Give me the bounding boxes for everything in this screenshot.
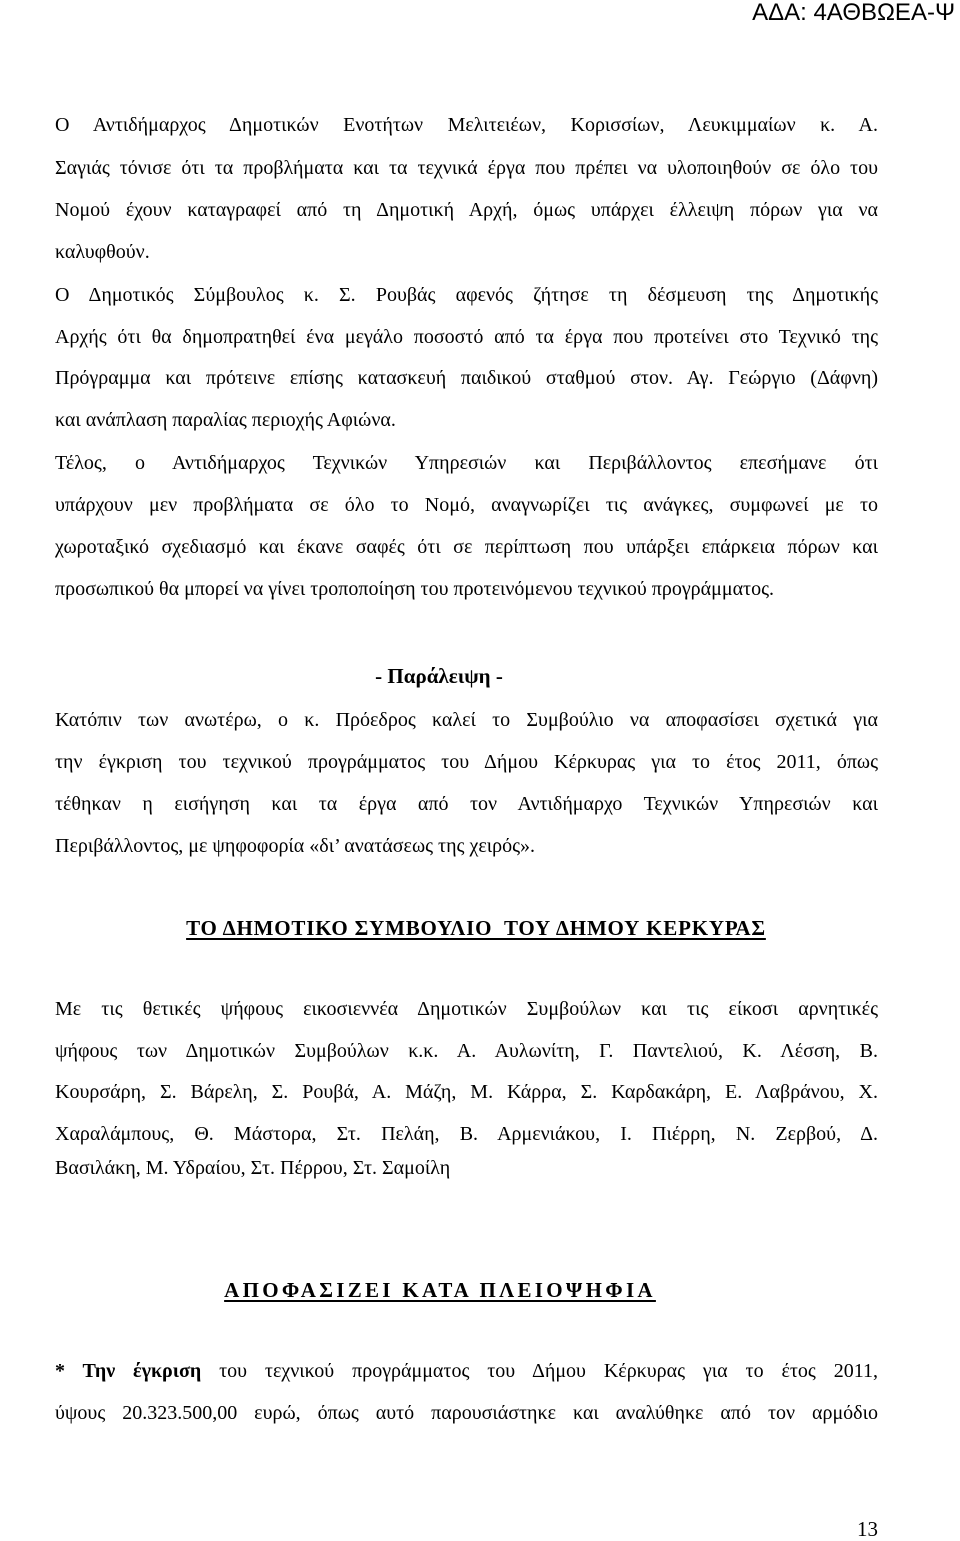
page-number: 13 [857,1517,878,1541]
text-line: Νομού έχουν καταγραφεί από τη Δημοτική Αρχή, όμως υπάρχει έλλειψη πόρων για να [55,199,878,221]
text-line: Κατόπιν των ανωτέρω, ο κ. Πρόεδρος καλεί το Συμβούλιο να αποφασίσει σχετικά για [55,709,878,731]
text-line: Περιβάλλοντος, με ψηφοφορία «δι’ ανατάσεως της χειρός». [55,835,536,857]
decision-heading: ΑΠΟΦΑΣΙΖΕΙ ΚΑΤΑ ΠΛΕΙΟΨΗΦΙΑ [224,1278,656,1302]
ada-code-header: ΑΔΑ: 4ΑΘΒΩΕΑ-Ψ [752,0,955,26]
text-line: καλυφθούν. [55,241,150,263]
text-line: τέθηκαν η εισήγηση και τα έργα από τον Αντιδήμαρχο Τεχνικών Υπηρεσιών και [55,793,878,815]
text-line: Ο Δημοτικός Σύμβουλος κ. Σ. Ρουβάς αφενός ζήτησε τη δέσμευση της Δημοτικής [55,284,878,306]
text-line: υπάρχουν μεν προβλήματα σε όλο το Νομό, αναγνωρίζει τις ανάγκες, συμφωνεί με το [55,494,878,516]
text-line: Πρόγραμμα και πρότεινε επίσης κατασκευή παιδικού σταθμού στον. Αγ. Γεώργιο (Δάφνη) [55,367,878,389]
decision-item-text: του τεχνικού προγράμματος του Δήμου Κέρκυρας για το έτος 2011, [219,1360,878,1382]
text-line: Βασιλάκη, Μ. Υδραίου, Στ. Πέρρου, Στ. Σαμοίλη [55,1157,451,1179]
text-line: Τέλος, ο Αντιδήμαρχος Τεχνικών Υπηρεσιών και Περιβάλλοντος επεσήμανε ότι [55,452,878,474]
text-line: την έγκριση του τεχνικού προγράμματος του Δήμου Κέρκυρας για το έτος 2011, όπως [55,751,878,773]
text-line: και ανάπλαση παραλίας περιοχής Αφιώνα. [55,409,396,431]
text-line: Με τις θετικές ψήφους εικοσιεννέα Δημοτικών Συμβούλων και τις είκοσι αρνητικές [55,998,878,1020]
text-line [55,1359,878,1383]
text-line: Χαραλάμπους, Θ. Μάστορα, Στ. Πελάη, Β. Αρμενιάκου, Ι. Πιέρρη, Ν. Ζερβού, Δ. [55,1123,878,1145]
text-line: Ο Αντιδήμαρχος Δημοτικών Ενοτήτων Μελιτειέων, Κορισσίων, Λευκιμμαίων κ. Α. [55,114,878,136]
text-line: χωροταξικό σχεδιασμό και έκανε σαφές ότι σε περίπτωση που υπάρξει επάρκεια πόρων και [55,536,878,558]
text-line: Κουρσάρη, Σ. Βάρελη, Σ. Ρουβά, Α. Μάζη, Μ. Κάρρα, Σ. Καρδακάρη, Ε. Λαβράνου, Χ. [55,1081,878,1103]
text-line: ύψους 20.323.500,00 ευρώ, όπως αυτό παρουσιάστηκε και αναλύθηκε από τον αρμόδιο [55,1402,878,1424]
text-line: προσωπικού θα μπορεί να γίνει τροποποίηση του προτεινόμενου τεχνικού προγράμματος. [55,578,775,600]
text-line: ψήφους των Δημοτικών Συμβούλων κ.κ. Α. Αυλωνίτη, Γ. Παντελιού, Κ. Λέσση, Β. [55,1040,878,1062]
text-line: Αρχής ότι θα δημοπρατηθεί ένα μεγάλο ποσοστό από τα έργα που προτείνει στο Τεχνικό της [55,326,878,348]
text-line: Σαγιάς τόνισε ότι τα προβλήματα και τα τεχνικά έργα που πρέπει να υλοποιηθούν σε όλο του [55,157,878,179]
omission-marker: - Παράλειψη - [375,664,503,688]
decision-item-lead: * Την έγκριση [55,1360,202,1382]
council-heading: ΤΟ ΔΗΜΟΤΙΚΟ ΣΥΜΒΟΥΛΙΟ ΤΟΥ ΔΗΜΟΥ ΚΕΡΚΥΡΑΣ [186,916,766,940]
